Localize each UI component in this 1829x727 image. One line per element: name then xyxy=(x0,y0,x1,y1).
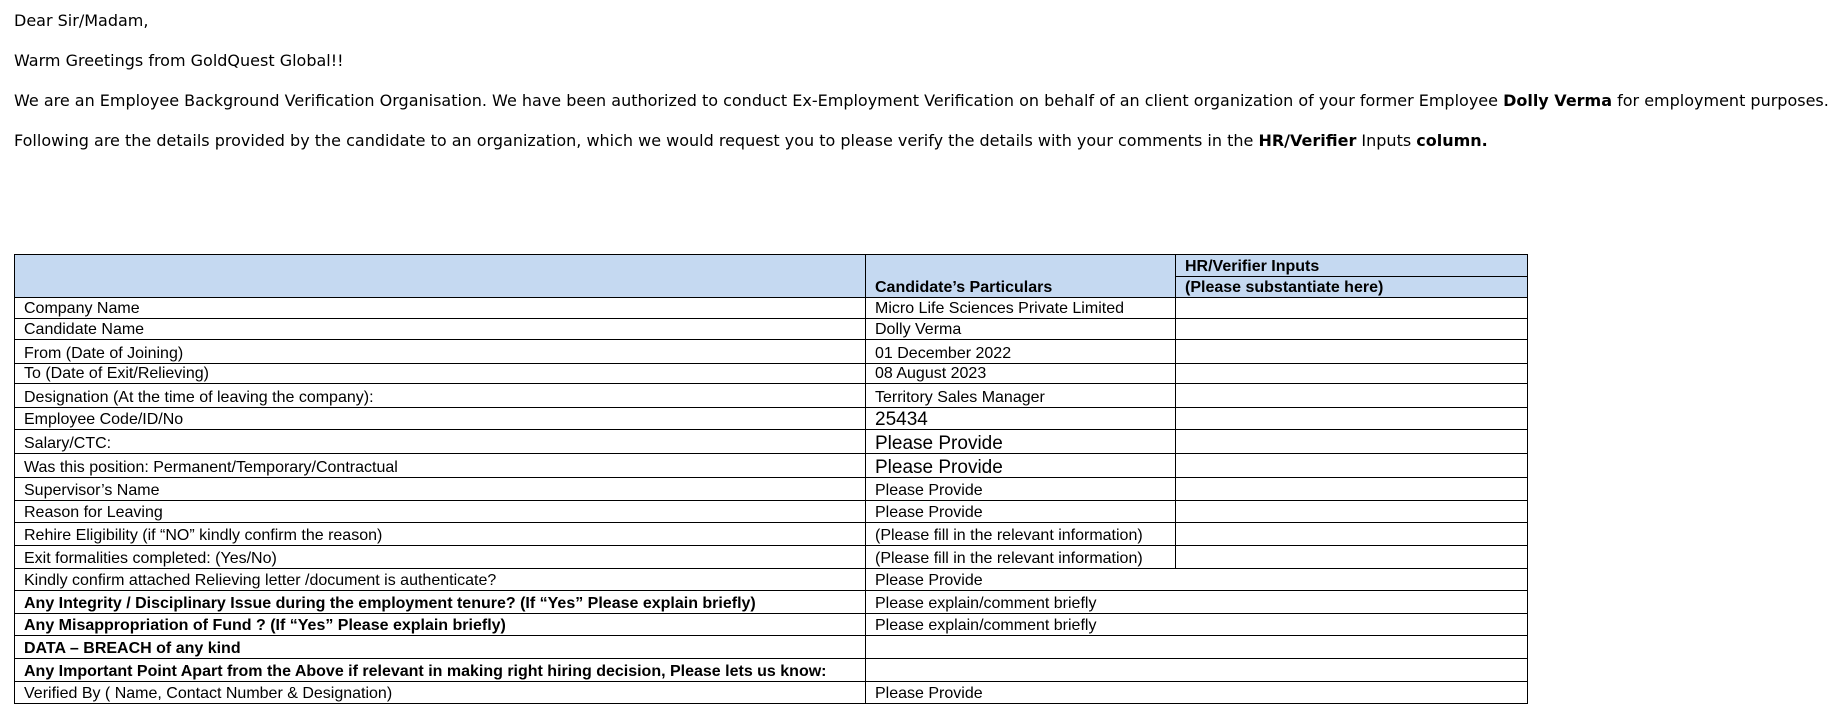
row-value: Micro Life Sciences Private Limited xyxy=(866,298,1176,319)
row-value[interactable] xyxy=(866,636,1528,659)
hr-input-cell[interactable] xyxy=(1176,430,1528,454)
verification-table xyxy=(14,254,1528,704)
row-value: (Please fill in the relevant information) xyxy=(866,523,1176,546)
row-value: Please Provide xyxy=(866,478,1176,501)
row-value: 08 August 2023 xyxy=(866,364,1176,384)
row-label: To (Date of Exit/Relieving) xyxy=(15,364,866,384)
table-row xyxy=(15,682,1528,704)
header-empty-cell xyxy=(15,255,866,298)
row-value: Please Provide xyxy=(866,501,1176,523)
table-header-row-1 xyxy=(15,255,1528,277)
row-label: Supervisor’s Name xyxy=(15,478,866,501)
table-row xyxy=(15,298,1528,319)
table-row xyxy=(15,591,1528,614)
row-label: Company Name xyxy=(15,298,866,319)
request-text: Following are the details provided by the candidate to an organization, which we would request you to please verify the details with your comments in the xyxy=(14,131,1259,150)
hr-input-cell[interactable] xyxy=(1176,298,1528,319)
salutation: Dear Sir/Madam, xyxy=(14,11,149,30)
hr-input-cell[interactable] xyxy=(1176,546,1528,569)
row-label: From (Date of Joining) xyxy=(15,340,866,364)
row-label: Exit formalities completed: (Yes/No) xyxy=(15,546,866,569)
row-value[interactable] xyxy=(866,659,1528,682)
table-row xyxy=(15,319,1528,340)
request-text-middle: Inputs xyxy=(1356,131,1417,150)
table-row xyxy=(15,523,1528,546)
row-value: 01 December 2022 xyxy=(866,340,1176,364)
employee-name: Dolly Verma xyxy=(1503,91,1613,110)
row-value: Please explain/comment briefly xyxy=(866,591,1528,614)
row-label: Kindly confirm attached Relieving letter /document is authenticate? xyxy=(15,569,866,591)
hr-input-cell[interactable] xyxy=(1176,384,1528,408)
row-value: Please explain/comment briefly xyxy=(866,614,1528,636)
hr-input-cell[interactable] xyxy=(1176,478,1528,501)
table-row xyxy=(15,430,1528,454)
table-row xyxy=(15,364,1528,384)
row-label: Verified By ( Name, Contact Number & Designation) xyxy=(15,682,866,704)
hr-input-cell[interactable] xyxy=(1176,319,1528,340)
row-value: Territory Sales Manager xyxy=(866,384,1176,408)
row-value: Please Provide xyxy=(866,569,1528,591)
request-bold-column: column. xyxy=(1416,131,1488,150)
hr-input-cell[interactable] xyxy=(1176,408,1528,430)
table-row xyxy=(15,340,1528,364)
table-row xyxy=(15,384,1528,408)
row-value: Please Provide xyxy=(866,682,1528,704)
hr-input-cell[interactable] xyxy=(1176,523,1528,546)
hr-input-cell[interactable] xyxy=(1176,501,1528,523)
table-row xyxy=(15,569,1528,591)
request-bold-hr: HR/Verifier xyxy=(1258,131,1357,150)
intro-paragraph xyxy=(14,91,1829,111)
header-candidate-particulars: Candidate’s Particulars xyxy=(866,255,1176,298)
hr-input-cell[interactable] xyxy=(1176,340,1528,364)
row-value: Dolly Verma xyxy=(866,319,1176,340)
row-label: Designation (At the time of leaving the company): xyxy=(15,384,866,408)
hr-input-cell[interactable] xyxy=(1176,364,1528,384)
intro-text-end: for employment purposes. xyxy=(1612,91,1829,110)
header-substantiate-note: (Please substantiate here) xyxy=(1176,277,1528,298)
row-label: Any Misappropriation of Fund ? (If “Yes” Please explain briefly) xyxy=(15,614,866,636)
table-row xyxy=(15,614,1528,636)
table-row xyxy=(15,636,1528,659)
row-label: Any Integrity / Disciplinary Issue during the employment tenure? (If “Yes” Please explain briefly) xyxy=(15,591,866,614)
table-row xyxy=(15,408,1528,430)
row-label: Rehire Eligibility (if “NO” kindly confirm the reason) xyxy=(15,523,866,546)
row-label: Reason for Leaving xyxy=(15,501,866,523)
intro-text: We are an Employee Background Verification Organisation. We have been authorized to conduct Ex-Employment Verification on behalf of an client organization of your former Employee xyxy=(14,91,1504,110)
row-value: (Please fill in the relevant information) xyxy=(866,546,1176,569)
row-value: Please Provide xyxy=(866,454,1176,478)
greeting: Warm Greetings from GoldQuest Global!! xyxy=(14,51,344,70)
row-label: Salary/CTC: xyxy=(15,430,866,454)
table-row xyxy=(15,659,1528,682)
hr-input-cell[interactable] xyxy=(1176,454,1528,478)
row-label: DATA – BREACH of any kind xyxy=(15,636,866,659)
table-row xyxy=(15,546,1528,569)
row-label: Candidate Name xyxy=(15,319,866,340)
request-paragraph xyxy=(14,131,1488,151)
header-hr-verifier-inputs: HR/Verifier Inputs xyxy=(1176,255,1528,277)
row-value: 25434 xyxy=(866,408,1176,430)
row-label: Any Important Point Apart from the Above if relevant in making right hiring decision, Please lets us know: xyxy=(15,659,866,682)
table-row xyxy=(15,478,1528,501)
row-label: Employee Code/ID/No xyxy=(15,408,866,430)
row-value: Please Provide xyxy=(866,430,1176,454)
table-row xyxy=(15,501,1528,523)
row-label: Was this position: Permanent/Temporary/Contractual xyxy=(15,454,866,478)
table-row xyxy=(15,454,1528,478)
